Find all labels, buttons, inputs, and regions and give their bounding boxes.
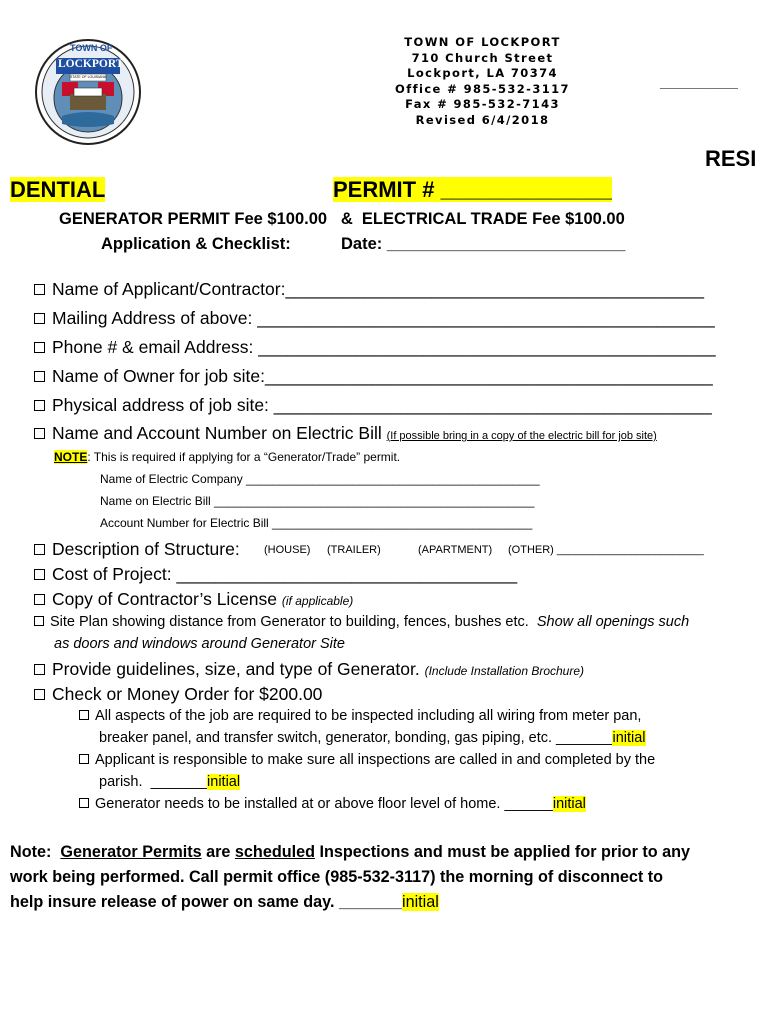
checkbox[interactable] (34, 313, 45, 324)
checkbox[interactable] (34, 371, 45, 382)
dential-label (10, 177, 105, 203)
fees-line: GENERATOR PERMIT Fee $100.00 & ELECTRICAL TRADE Fee $100.00 (59, 210, 625, 228)
sub-item-text: parish. _______ (99, 774, 208, 790)
item-text: Physical address of job site: _____________________________________________ (52, 395, 712, 415)
checklist-item (34, 308, 715, 329)
guidelines-label: Provide guidelines, size, and type of Generator. (52, 659, 425, 679)
checkbox[interactable] (34, 428, 45, 439)
electric-bill-item (34, 423, 657, 444)
checklist-item (34, 366, 713, 387)
header-line: Revised 6/4/2018 (415, 112, 550, 127)
header-line: Office # 985-532-3117 (395, 81, 570, 96)
cost-text: Cost of Project: ___________________________________ (52, 564, 518, 584)
seal-name: LOCKPORT (58, 58, 124, 70)
checkbox[interactable] (34, 400, 45, 411)
checklist-item (34, 395, 712, 416)
header-line: TOWN OF LOCKPORT (404, 35, 561, 49)
date-field: Date: __________________________ (341, 235, 626, 253)
footer-note-line1 (10, 843, 690, 862)
sub-item-applicant (79, 752, 655, 768)
top-right-blank: __________ (660, 74, 738, 90)
site-plan-line2: as doors and windows around Generator Site (54, 636, 345, 652)
site-plan-item (34, 614, 689, 630)
permit-text: PERMIT # ______________ (333, 177, 612, 202)
structure-label: Description of Structure: (52, 539, 240, 559)
footer-note-line3 (10, 893, 439, 912)
sub-item-text: breaker panel, and transfer switch, generator, bonding, gas piping, etc. _______ (99, 730, 613, 746)
note-line (54, 450, 400, 464)
header-line: Fax # 985-532-7143 (405, 97, 560, 111)
footer-text: are (201, 843, 235, 861)
checkbox[interactable] (34, 342, 45, 353)
header-line: Lockport, LA 70374 (407, 66, 558, 80)
checkbox[interactable] (34, 616, 44, 626)
seal-state: STATE OF LOUISIANA (70, 75, 107, 79)
sub-item-applicant-cont (99, 774, 240, 790)
checklist-item (34, 279, 704, 300)
site-plan-line1: Site Plan showing distance from Generator to building, fences, bushes etc. (50, 614, 537, 630)
item-text: Phone # & email Address: _______________________________________________ (52, 337, 716, 357)
item-text: Mailing Address of above: _______________________________________________ (52, 308, 715, 328)
initial-label: initial (612, 730, 646, 746)
checkbox[interactable] (34, 689, 45, 700)
sub-item-text: All aspects of the job are required to be inspected including all wiring from meter pan, (95, 708, 642, 724)
site-plan-line1-italic: Show all openings such (536, 614, 690, 630)
item-text: Name of Owner for job site:______________________________________________ (52, 366, 713, 386)
checkbox[interactable] (34, 544, 45, 555)
electric-bill-label: Name and Account Number on Electric Bill (52, 423, 387, 443)
sub-item-inspections-cont (99, 730, 646, 746)
structure-option-trailer: (TRAILER) (327, 544, 381, 556)
license-hint: (if applicable) (281, 594, 354, 608)
footer-text: help insure release of power on same day. _______ (10, 893, 402, 911)
structure-option-other: (OTHER) ________________________ (508, 544, 704, 556)
checklist-item (34, 337, 716, 358)
sub-item-floor-level (79, 796, 586, 812)
dential-text: DENTIAL (10, 177, 106, 202)
resi-label: RESI (705, 146, 757, 171)
check-text: Check or Money Order for $200.00 (52, 684, 323, 704)
seal-graphic (32, 38, 144, 146)
license-item (34, 589, 353, 610)
footer-text: scheduled (234, 843, 315, 861)
checkbox[interactable] (79, 798, 89, 808)
application-checklist: Application & Checklist: (101, 235, 291, 253)
sub-item-text: Applicant is responsible to make sure all inspections are called in and completed by the (95, 752, 656, 768)
note-label: NOTE (54, 450, 88, 464)
sub-item-text: Generator needs to be installed at or above floor level of home. ______ (95, 796, 553, 812)
footer-note-line2: work being performed. Call permit office (985-532-3117) the morning of disconnect to (10, 868, 664, 886)
check-item (34, 684, 322, 705)
town-seal (32, 38, 144, 146)
account-number-field: Account Number for Electric Bill _______________________________________ (100, 516, 533, 530)
initial-label: initial (207, 774, 241, 790)
electric-company-field: Name of Electric Company ____________________________________________ (100, 472, 540, 486)
initial-label: initial (401, 893, 439, 911)
checkbox[interactable] (34, 594, 45, 605)
checkbox[interactable] (34, 284, 45, 295)
header-line: 710 Church Street (411, 50, 554, 65)
checkbox[interactable] (34, 664, 45, 675)
office-header (380, 35, 585, 128)
footer-text: Inspections and must be applied for prior to any (314, 843, 691, 861)
sub-item-inspections (79, 708, 641, 724)
license-label: Copy of Contractor’s License (52, 589, 282, 609)
structure-option-apartment: (APARTMENT) (418, 544, 493, 556)
checkbox[interactable] (34, 569, 45, 580)
note-text: : This is required if applying for a “Generator/Trade” permit. (87, 450, 401, 464)
seal-town-of: TOWN OF (70, 43, 113, 53)
item-text: Name of Applicant/Contractor:___________________________________________ (52, 279, 704, 299)
structure-item (34, 539, 240, 560)
checkbox[interactable] (79, 754, 89, 764)
permit-number (333, 177, 612, 203)
initial-label: initial (552, 796, 586, 812)
structure-option-house: (HOUSE) (264, 544, 311, 556)
checkbox[interactable] (79, 710, 89, 720)
footer-text: Note: (10, 843, 61, 861)
guidelines-hint: (Include Installation Brochure) (424, 664, 585, 678)
electric-bill-name-field: Name on Electric Bill ________________________________________________ (100, 494, 535, 508)
cost-item (34, 564, 517, 585)
footer-text: Generator Permits (60, 843, 202, 861)
guidelines-item (34, 659, 584, 680)
electric-bill-hint: (If possible bring in a copy of the electric bill for job site) (386, 430, 657, 442)
